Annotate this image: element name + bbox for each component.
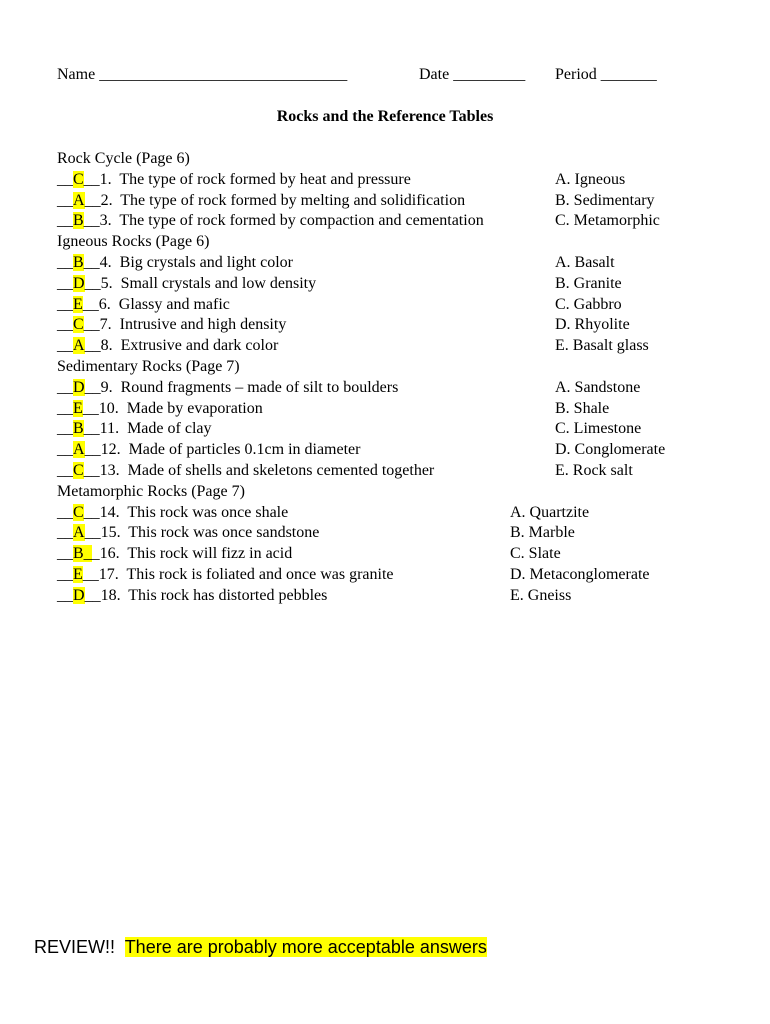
question-text: __A__8. Extrusive and dark color bbox=[57, 337, 279, 355]
name-field: Name _______________________________ bbox=[57, 66, 348, 83]
question-sections bbox=[57, 149, 737, 607]
section-heading: Rock Cycle (Page 6) bbox=[57, 150, 190, 167]
question-row bbox=[57, 170, 737, 191]
question-row bbox=[57, 315, 737, 336]
section-heading: Metamorphic Rocks (Page 7) bbox=[57, 482, 245, 500]
answer-option: D. Rhyolite bbox=[555, 316, 630, 334]
question-row bbox=[57, 378, 737, 399]
answer-option: B. Marble bbox=[510, 524, 575, 542]
question-text: __C__7. Intrusive and high density bbox=[57, 316, 287, 334]
answer-option: A. Basalt bbox=[555, 253, 615, 271]
answer-option: A. Quartzite bbox=[510, 503, 590, 521]
section-heading: Igneous Rocks (Page 6) bbox=[57, 233, 210, 251]
answer-highlight: D bbox=[73, 586, 85, 604]
question-text: __A__15. This rock was once sandstone bbox=[57, 524, 320, 542]
answer-option: A. Sandstone bbox=[555, 378, 641, 396]
answer-option: C. Gabbro bbox=[555, 295, 622, 313]
answer-highlight: B_ bbox=[73, 545, 92, 563]
answer-option: B. Sedimentary bbox=[555, 191, 655, 209]
answer-option: E. Rock salt bbox=[555, 461, 633, 479]
question-text: __D__5. Small crystals and low density bbox=[57, 274, 317, 292]
answer-highlight: A bbox=[73, 441, 85, 459]
answer-highlight: D bbox=[73, 378, 85, 396]
answer-highlight: C bbox=[73, 316, 84, 334]
question-row bbox=[57, 503, 737, 524]
question-text: __C__13. Made of shells and skeletons cemented together bbox=[57, 461, 435, 479]
review-note bbox=[34, 937, 487, 958]
question-text: __A__12. Made of particles 0.1cm in diameter bbox=[57, 441, 361, 459]
question-row bbox=[57, 399, 737, 420]
question-row bbox=[57, 336, 737, 357]
question-text: __E__17. This rock is foliated and once was granite bbox=[57, 565, 394, 583]
answer-option: A. Igneous bbox=[555, 170, 626, 188]
answer-highlight: C bbox=[73, 170, 84, 188]
question-text: __B__3. The type of rock formed by compaction and cementation bbox=[57, 212, 484, 230]
question-text: __E__10. Made by evaporation bbox=[57, 399, 263, 417]
section-heading: Sedimentary Rocks (Page 7) bbox=[57, 357, 240, 375]
question-text: __B__11. Made of clay bbox=[57, 420, 212, 438]
question-text: __B__16. This rock will fizz in acid bbox=[57, 545, 293, 563]
question-row bbox=[57, 440, 737, 461]
answer-highlight: A bbox=[73, 337, 85, 355]
answer-highlight: A bbox=[73, 524, 85, 542]
page-title: Rocks and the Reference Tables bbox=[276, 108, 494, 125]
question-row bbox=[57, 419, 737, 440]
question-row bbox=[57, 295, 737, 316]
answer-highlight: B bbox=[73, 253, 84, 271]
review-label: REVIEW!! bbox=[34, 937, 125, 957]
answer-option: C. Slate bbox=[510, 545, 561, 563]
answer-option: D. Conglomerate bbox=[555, 441, 666, 459]
answer-option: C. Limestone bbox=[555, 420, 642, 438]
question-text: __E__6. Glassy and mafic bbox=[57, 295, 230, 313]
answer-option: B. Shale bbox=[555, 399, 610, 417]
header-line bbox=[57, 66, 717, 86]
answer-highlight: C bbox=[73, 503, 84, 521]
answer-option: B. Granite bbox=[555, 274, 622, 292]
answer-highlight: C bbox=[73, 461, 84, 479]
question-text: __C__14. This rock was once shale bbox=[57, 503, 289, 521]
question-text: __D__18. This rock has distorted pebbles bbox=[57, 586, 328, 604]
question-text: __A__2. The type of rock formed by melting and solidification bbox=[57, 191, 466, 209]
answer-highlight: B bbox=[73, 420, 84, 438]
question-row bbox=[57, 211, 737, 232]
question-text: __C__1. The type of rock formed by heat and pressure bbox=[57, 170, 411, 188]
answer-highlight: A bbox=[73, 191, 85, 209]
answer-highlight: E bbox=[73, 295, 83, 313]
review-highlight: There are probably more acceptable answers bbox=[124, 937, 487, 957]
question-row bbox=[57, 586, 737, 607]
question-row bbox=[57, 523, 737, 544]
answer-highlight: E bbox=[73, 565, 83, 583]
question-row bbox=[57, 544, 737, 565]
question-text: __B__4. Big crystals and light color bbox=[57, 253, 293, 271]
period-field: Period _______ bbox=[555, 66, 657, 83]
date-field: Date _________ bbox=[419, 66, 526, 83]
answer-highlight: B bbox=[73, 212, 84, 230]
question-row bbox=[57, 253, 737, 274]
question-row bbox=[57, 191, 737, 212]
answer-option: E. Gneiss bbox=[510, 586, 572, 604]
answer-highlight: D bbox=[73, 274, 85, 292]
answer-option: D. Metaconglomerate bbox=[510, 565, 650, 583]
question-text: __D__9. Round fragments – made of silt to boulders bbox=[57, 378, 399, 396]
question-row bbox=[57, 461, 737, 482]
answer-option: E. Basalt glass bbox=[555, 337, 649, 355]
answer-highlight: E bbox=[73, 399, 83, 417]
answer-option: C. Metamorphic bbox=[555, 212, 660, 230]
question-row bbox=[57, 274, 737, 295]
question-row bbox=[57, 565, 737, 586]
